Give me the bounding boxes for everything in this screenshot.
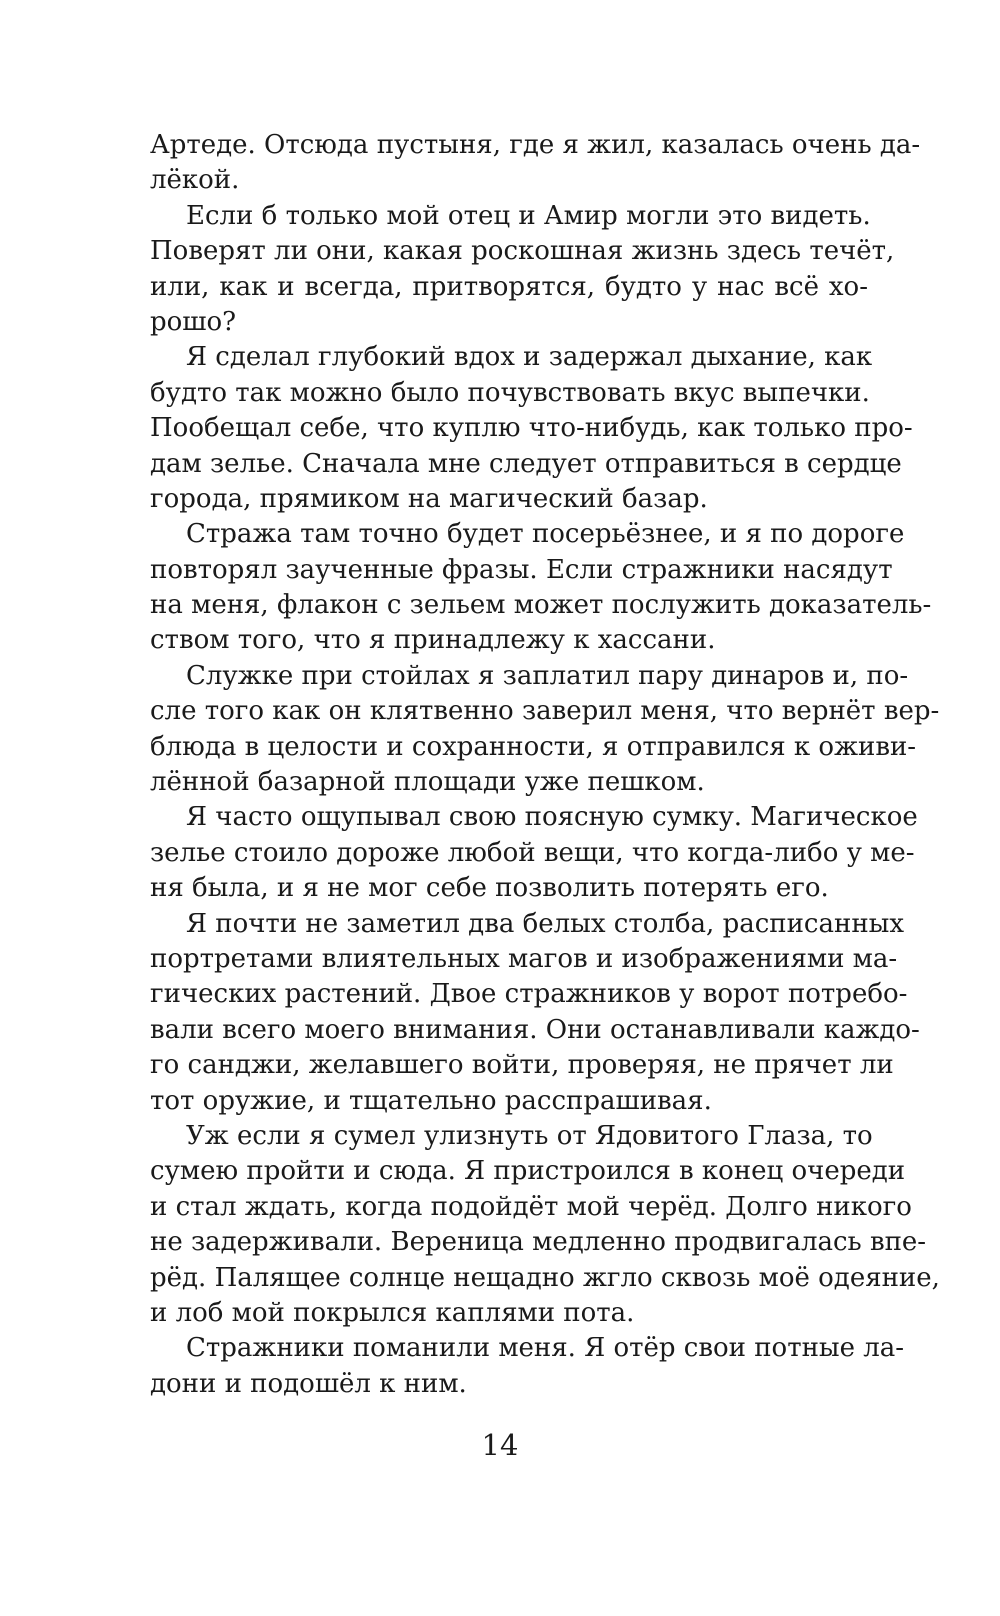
text-line: города, прямиком на магический базар. xyxy=(150,483,708,514)
text-line: Пообещал себе, что куплю что-нибудь, как только про- xyxy=(150,413,913,444)
text-line: портретами влиятельных магов и изображениями ма- xyxy=(150,943,898,974)
text-line: лённой базарной площади уже пешком. xyxy=(150,767,705,798)
text-line: Я часто ощупывал свою поясную сумку. Магическое xyxy=(186,802,918,833)
text-line: Поверят ли они, какая роскошная жизнь здесь течёт, xyxy=(150,236,895,267)
text-line: тот оружие, и тщательно расспрашивая. xyxy=(150,1085,712,1116)
text-line: го санджи, желавшего войти, проверяя, не прячет ли xyxy=(150,1050,894,1081)
text-line: сумею пройти и сюда. Я пристроился в конец очереди xyxy=(150,1156,906,1187)
text-line: Стражники поманили меня. Я отёр свои потные ла- xyxy=(186,1333,905,1364)
text-line: рёд. Палящее солнце нещадно жгло сквозь моё одеяние, xyxy=(150,1262,940,1293)
text-line: Если б только мой отец и Амир могли это видеть. xyxy=(186,200,871,231)
text-line: на меня, флакон с зельем может послужить доказатель- xyxy=(150,590,932,621)
text-line: и стал ждать, когда подойдёт мой черёд. Долго никого xyxy=(150,1191,912,1222)
text-line: лёкой. xyxy=(150,165,240,196)
page-number: 14 xyxy=(481,1428,519,1462)
text-line: ня была, и я не мог себе позволить потерять его. xyxy=(150,873,829,904)
text-line: дони и подошёл к ним. xyxy=(150,1368,467,1399)
text-line: Служке при стойлах я заплатил пару динаров и, по- xyxy=(186,660,909,691)
text-line: Я сделал глубокий вдох и задержал дыхание, как xyxy=(186,342,873,373)
text-line: или, как и всегда, притворятся, будто у нас всё хо- xyxy=(150,271,868,302)
text-line: повторял заученные фразы. Если стражники насядут xyxy=(150,554,893,585)
text-line: и лоб мой покрылся каплями пота. xyxy=(150,1297,635,1328)
text-line: сле того как он клятвенно заверил меня, что вернёт вер- xyxy=(150,696,940,727)
text-line: Я почти не заметил два белых столба, расписанных xyxy=(186,908,905,939)
text-line: блюда в целости и сохранности, я отправился к оживи- xyxy=(150,731,917,762)
body-text xyxy=(150,128,940,1402)
text-line: Стража там точно будет посерьёзнее, и я по дороге xyxy=(186,519,905,550)
text-line: зелье стоило дороже любой вещи, что когда-либо у ме- xyxy=(150,837,915,868)
text-line: вали всего моего внимания. Они останавливали каждо- xyxy=(150,1014,920,1045)
text-line: ством того, что я принадлежу к хассани. xyxy=(150,625,716,656)
text-line: дам зелье. Сначала мне следует отправиться в сердце xyxy=(150,448,902,479)
text-line: гических растений. Двое стражников у ворот потребо- xyxy=(150,979,908,1010)
text-line: будто так можно было почувствовать вкус выпечки. xyxy=(150,377,870,408)
text-line: Артеде. Отсюда пустыня, где я жил, казалась очень да- xyxy=(150,130,921,160)
text-line: рошо? xyxy=(150,306,237,337)
text-line: не задерживали. Вереница медленно продвигалась впе- xyxy=(150,1227,927,1258)
text-line: Уж если я сумел улизнуть от Ядовитого Глаза, то xyxy=(186,1120,873,1151)
